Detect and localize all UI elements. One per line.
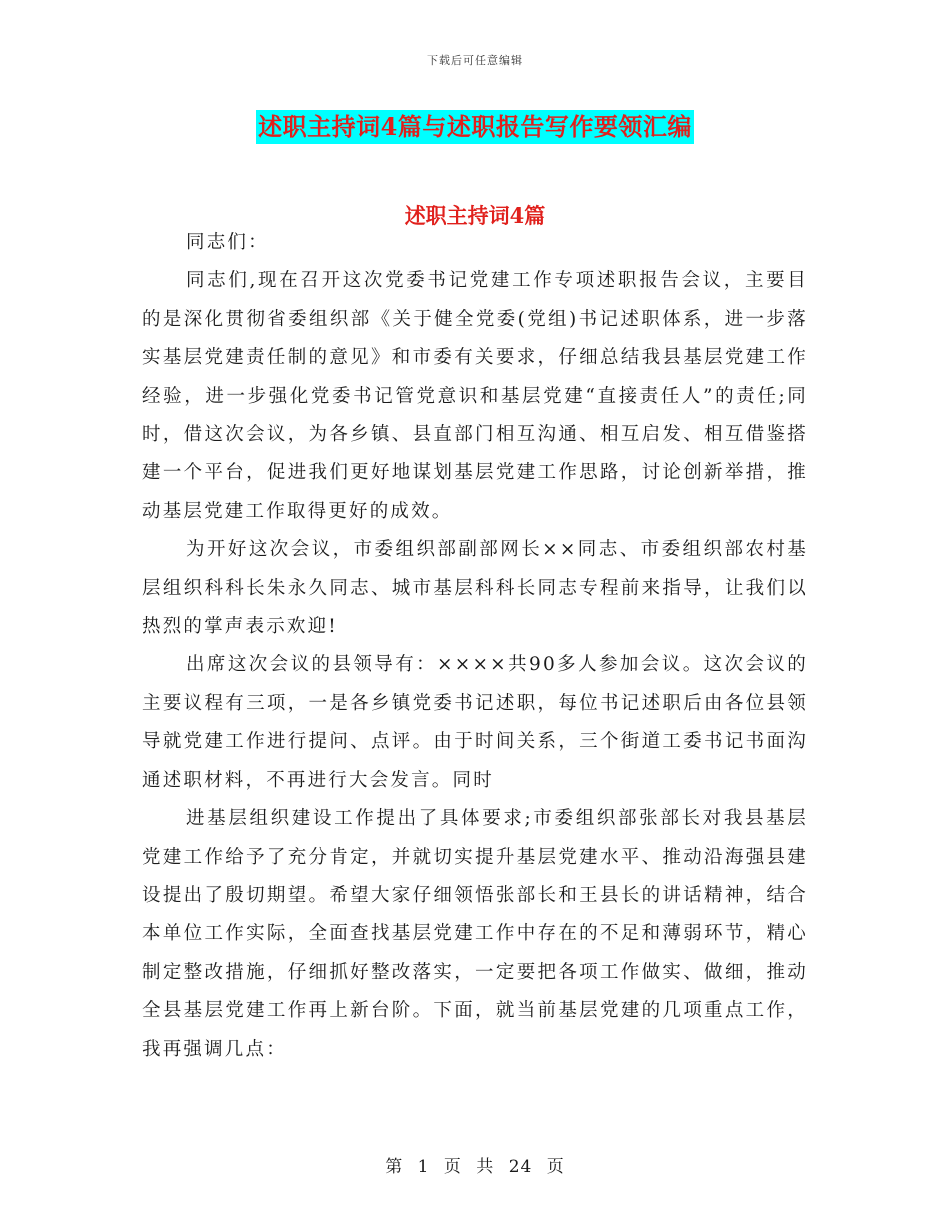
page-number-footer: 第 1 页 共 24 页 (385, 1157, 565, 1177)
header-note: 下载后可任意编辑 (427, 54, 523, 67)
section-title: 述职主持词4篇 (404, 203, 546, 228)
paragraph: 为开好这次会议，市委组织部副部网长××同志、市委组织部农村基层组织科科长朱永久同志、城市基层科科长同志专程前来指导，让我们以热烈的掌声表示欢迎! (142, 539, 808, 638)
paragraph: 出席这次会议的县领导有：××××共90多人参加会议。这次会议的主要议程有三项，一是各乡镇党委书记述职，每位书记述职后由各位县领导就党建工作进行提问、点评。由于时间关系，三个街道工委书记书面沟通述职材料，不再进行大会发言。同时 (142, 654, 808, 791)
paragraph: 同志们,现在召开这次党委书记党建工作专项述职报告会议，主要目的是深化贯彻省委组织部《关于健全党委(党组)书记述职体系，进一步落实基层党建责任制的意见》和市委有关要求，仔细总结我县基层党建工作经验，进一步强化党委书记管党意识和基层党建“直接责任人”的责任;同时，借这次会议，为各乡镇、县直部门相互沟通、相互启发、相互借鉴搭建一个平台，促进我们更好地谋划基层党建工作思路，讨论创新举措，推动基层党建工作取得更好的成效。 (142, 270, 808, 522)
main-title-container (0, 110, 950, 144)
document-body (142, 224, 808, 1069)
document-title: 述职主持词4篇与述职报告写作要领汇编 (256, 110, 694, 144)
paragraph-salutation: 同志们： (186, 232, 269, 253)
paragraph: 进基层组织建设工作提出了具体要求;市委组织部张部长对我县基层党建工作给予了充分肯定，并就切实提升基层党建水平、推动沿海强县建设提出了殷切期望。希望大家仔细领悟张部长和王县长的讲话精神，结合本单位工作实际，全面查找基层党建工作中存在的不足和薄弱环节，精心制定整改措施，仔细抓好整改落实，一定要把各项工作做实、做细，推动全县基层党建工作再上新台阶。下面，就当前基层党建的几项重点工作，我再强调几点： (142, 808, 808, 1060)
